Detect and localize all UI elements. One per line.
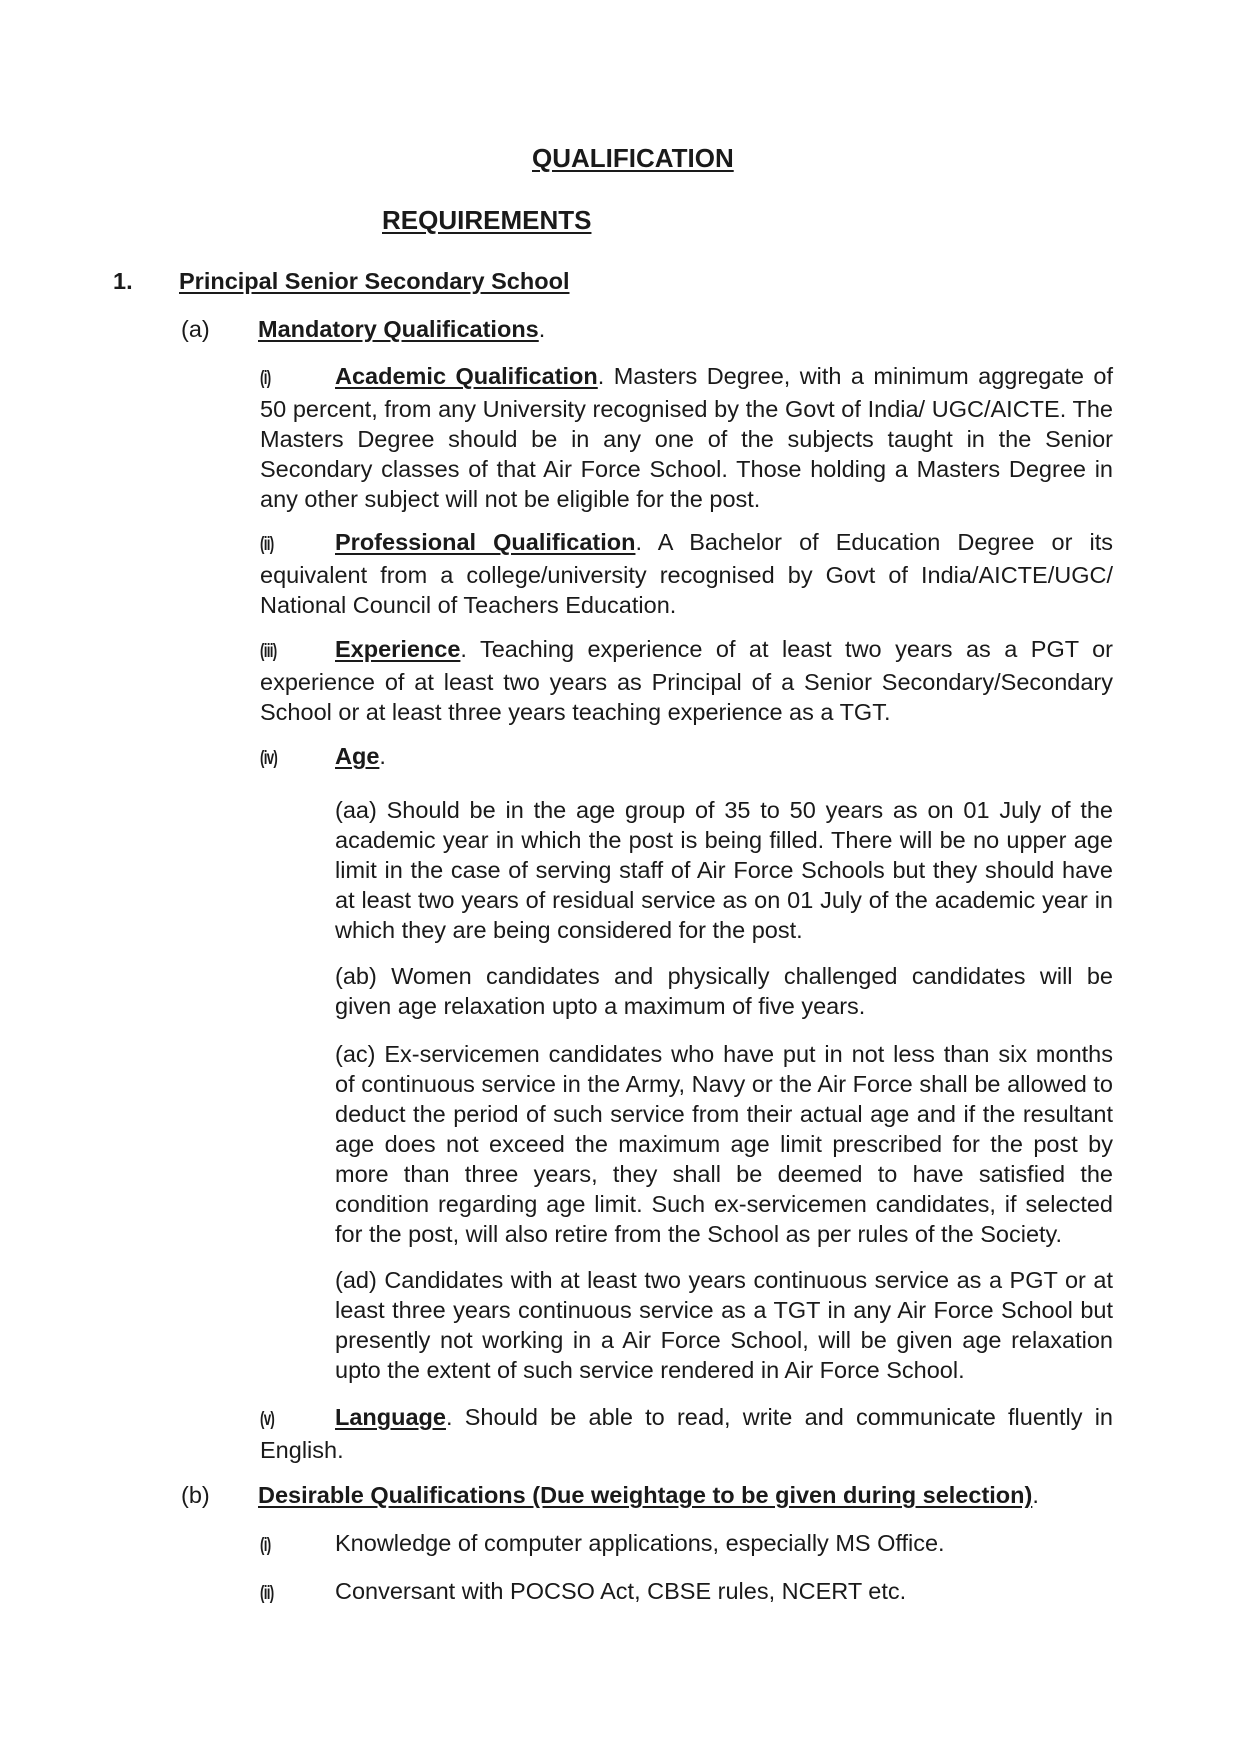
age-clause-ac: (ac) Ex-servicemen candidates who have put in not less than six months of continuous service in the Army, Navy or the Air Force shall be allowed to deduct the period of such service from their actual age and if the resultant age does not exceed the maximum age limit prescribed for the post by more than three years, they shall be deemed to have satisfied the condition regarding age limit. Such ex-servicemen candidates, if selected for the post, will also retire from the School as per rules of the Society.	[335, 1041, 1113, 1247]
item-number: (i)	[260, 1535, 271, 1556]
subsection-b-label: (b)	[181, 1482, 210, 1508]
item-number: (v)	[260, 1409, 275, 1430]
section-heading: Principal Senior Secondary School	[179, 268, 570, 294]
subsection-b-heading: Desirable Qualifications (Due weightage to be given during selection)	[258, 1482, 1033, 1508]
desirable-item	[260, 1528, 945, 1561]
title-line-2: REQUIREMENTS	[382, 205, 592, 235]
item-number: (ii)	[260, 1583, 274, 1604]
item-text: . Masters Degree, with a minimum aggregate of 50 percent, from any University recognised by the Govt of India/ UGC/AICTE. The Masters Degree should be in any one of the subjects taught in the Senior Secondary classes of that Air Force School. Those holding a Masters Degree in any other subject will not be eligible for the post.	[260, 363, 1113, 512]
para-professional-qualification	[260, 527, 1113, 620]
section-1-heading-row	[113, 266, 569, 296]
subsection-a-period: .	[538, 316, 546, 342]
subsection-a-label: (a)	[181, 316, 210, 342]
section-number: 1.	[113, 268, 133, 294]
item-heading: Professional Qualification	[335, 529, 636, 555]
item-number: (iv)	[260, 748, 278, 769]
subsection-a-row	[181, 314, 545, 344]
age-heading-row	[260, 741, 386, 774]
item-text: . Teaching experience of at least two years as a PGT or experience of at least two years as Principal of a Senior Secondary/Secondary School or at least three years teaching experience as a TGT.	[260, 636, 1113, 725]
item-text: . Should be able to read, write and communicate fluently in English.	[260, 1404, 1113, 1463]
item-heading: Age	[335, 743, 380, 769]
title-line-1: QUALIFICATION	[532, 143, 734, 173]
item-number: (i)	[260, 368, 271, 389]
age-clause-aa: (aa) Should be in the age group of 35 to 50 years as on 01 July of the academic year in which the post is being filled. There will be no upper age limit in the case of serving staff of Air Force Schools but they should have at least two years of residual service as on 01 July of the academic year in which they are being considered for the post.	[335, 797, 1113, 943]
item-heading-period: .	[379, 743, 386, 769]
item-heading: Language	[335, 1404, 446, 1430]
desirable-item	[260, 1576, 906, 1609]
item-number: (ii)	[260, 534, 274, 555]
subsection-b-row	[181, 1480, 1039, 1510]
subsection-b-period: .	[1032, 1482, 1039, 1508]
age-clause-ad: (ad) Candidates with at least two years continuous service as a PGT or at least three years continuous service as a TGT in any Air Force School but presently not working in a Air Force School, will be given age relaxation upto the extent of such service rendered in Air Force School.	[335, 1267, 1113, 1383]
item-number: (iii)	[260, 641, 277, 662]
item-heading: Experience	[335, 636, 461, 662]
item-text: Knowledge of computer applications, especially MS Office.	[335, 1530, 945, 1556]
subsection-a-heading: Mandatory Qualifications	[258, 316, 539, 342]
para-language	[260, 1402, 1113, 1465]
item-heading: Academic Qualification	[335, 363, 598, 389]
age-clause-ab: (ab) Women candidates and physically challenged candidates will be given age relaxation upto a maximum of five years.	[335, 963, 1113, 1019]
para-academic-qualification	[260, 361, 1113, 514]
item-text: . A Bachelor of Education Degree or its equivalent from a college/university recognised by Govt of India/AICTE/UGC/ National Council of Teachers Education.	[260, 529, 1113, 618]
para-experience	[260, 634, 1113, 727]
item-text: Conversant with POCSO Act, CBSE rules, NCERT etc.	[335, 1578, 907, 1604]
